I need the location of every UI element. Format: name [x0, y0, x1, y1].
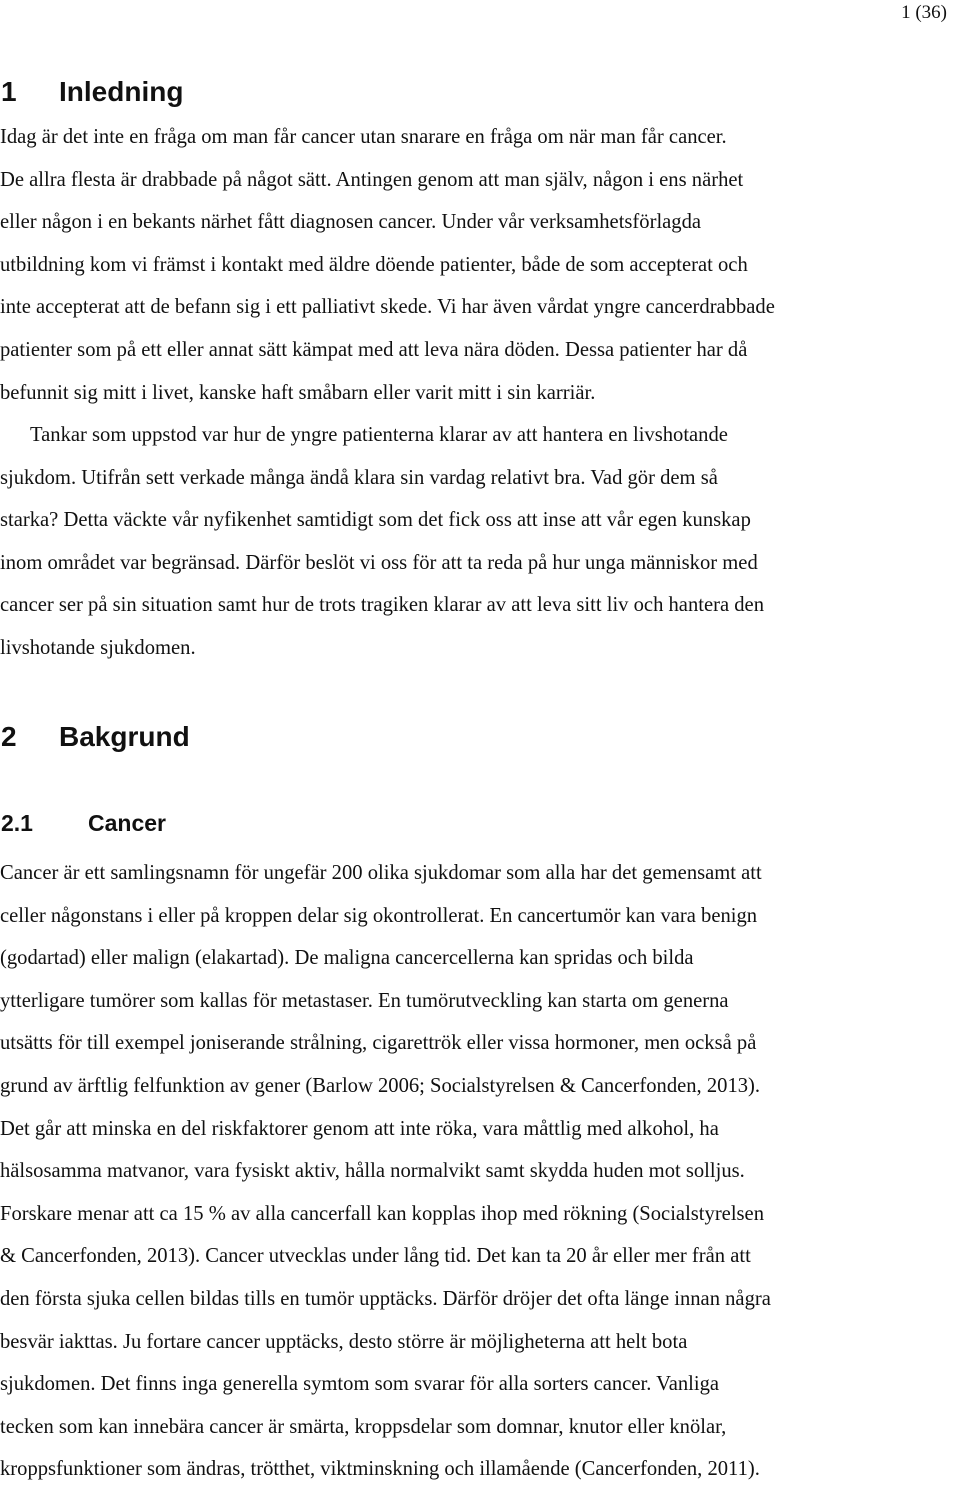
- text-line: Tankar som uppstod var hur de yngre patienterna klarar av att hantera en livshotande: [30, 424, 728, 446]
- text-line: sjukdom. Utifrån sett verkade många ändå klara sin vardag relativt bra. Vad gör dem så: [0, 466, 718, 489]
- subsection-number: 2.1: [1, 810, 33, 836]
- paragraph-cancer: [0, 852, 958, 1491]
- text-line: Det går att minska en del riskfaktorer genom att inte röka, vara måttlig med alkohol, ha: [0, 1117, 719, 1140]
- text-line: starka? Detta väckte vår nyfikenhet samtidigt som det fick oss att inse att vår egen kunskap: [0, 509, 751, 532]
- text-line: sjukdomen. Det finns inga generella symtom som svarar för alla sorters cancer. Vanliga: [0, 1373, 720, 1396]
- text-line: Cancer är ett samlingsnamn för ungefär 200 olika sjukdomar som alla har det gemensamt att: [0, 862, 762, 884]
- text-line: (godartad) eller malign (elakartad). De maligna cancercellerna kan spridas och bilda: [0, 947, 694, 970]
- section-number: 1: [1, 76, 17, 107]
- section-number: 2: [1, 721, 17, 752]
- text-line: patienter som på ett eller annat sätt kämpat med att leva nära döden. Dessa patienter har då: [0, 338, 748, 361]
- text-line: inom området var begränsad. Därför beslöt vi oss för att ta reda på hur unga människor med: [0, 551, 758, 574]
- text-line: besvär iakttas. Ju fortare cancer upptäcks, desto större är möjligheterna att helt bota: [0, 1330, 688, 1353]
- text-line: inte accepterat att de befann sig i ett palliativt skede. Vi har även vårdat yngre cancerdrabbade: [0, 296, 775, 319]
- page-number: 1 (36): [901, 2, 947, 23]
- text-line: eller någon i en bekants närhet fått diagnosen cancer. Under vår verksamhetsförlagda: [0, 211, 702, 234]
- paragraph-intro-1: [0, 116, 958, 414]
- text-line: Idag är det inte en fråga om man får cancer utan snarare en fråga om när man får cancer.: [0, 126, 727, 148]
- text-line: utbildning kom vi främst i kontakt med äldre döende patienter, både de som accepterat och: [0, 253, 748, 276]
- text-line: cancer ser på sin situation samt hur de trots tragiken klarar av att leva sitt liv och hantera den: [0, 594, 764, 617]
- text-line: Forskare menar att ca 15 % av alla cancerfall kan kopplas ihop med rökning (Socialstyrelsen: [0, 1202, 764, 1225]
- text-line: utsätts för till exempel joniserande strålning, cigarettrök eller vissa hormoner, men också på: [0, 1032, 757, 1055]
- text-line: den första sjuka cellen bildas tills en tumör upptäcks. Därför dröjer det ofta länge innan några: [0, 1287, 771, 1310]
- section-title: Inledning: [59, 76, 184, 107]
- text-line: celler någonstans i eller på kroppen delar sig okontrollerat. En cancertumör kan vara benign: [0, 904, 758, 927]
- text-line: ytterligare tumörer som kallas för metastaser. En tumörutveckling kan starta om generna: [0, 989, 729, 1012]
- text-line: kroppsfunktioner som ändras, trötthet, viktminskning och illamående (Cancerfonden, 2011).: [0, 1458, 760, 1481]
- section-heading-inledning: [1, 75, 183, 109]
- text-line: & Cancerfonden, 2013). Cancer utvecklas under lång tid. Det kan ta 20 år eller mer från att: [0, 1245, 751, 1268]
- section-title: Bakgrund: [59, 721, 190, 752]
- text-line: hälsosamma matvanor, vara fysiskt aktiv, hålla normalvikt samt skydda huden mot solljus.: [0, 1160, 745, 1183]
- section-heading-bakgrund: [1, 720, 190, 754]
- text-line: livshotande sjukdomen.: [0, 636, 196, 659]
- subsection-heading-cancer: [1, 809, 166, 837]
- text-line: grund av ärftlig felfunktion av gener (Barlow 2006; Socialstyrelsen & Cancerfonden, 2013).: [0, 1074, 761, 1097]
- paragraph-intro-2: [0, 414, 958, 670]
- text-line: befunnit sig mitt i livet, kanske haft småbarn eller varit mitt i sin karriär.: [0, 381, 596, 404]
- text-line: tecken som kan innebära cancer är smärta, kroppsdelar som domnar, knutor eller knölar,: [0, 1415, 727, 1438]
- subsection-title: Cancer: [88, 810, 166, 836]
- text-line: De allra flesta är drabbade på något sätt. Antingen genom att man själv, någon i ens närhet: [0, 168, 744, 191]
